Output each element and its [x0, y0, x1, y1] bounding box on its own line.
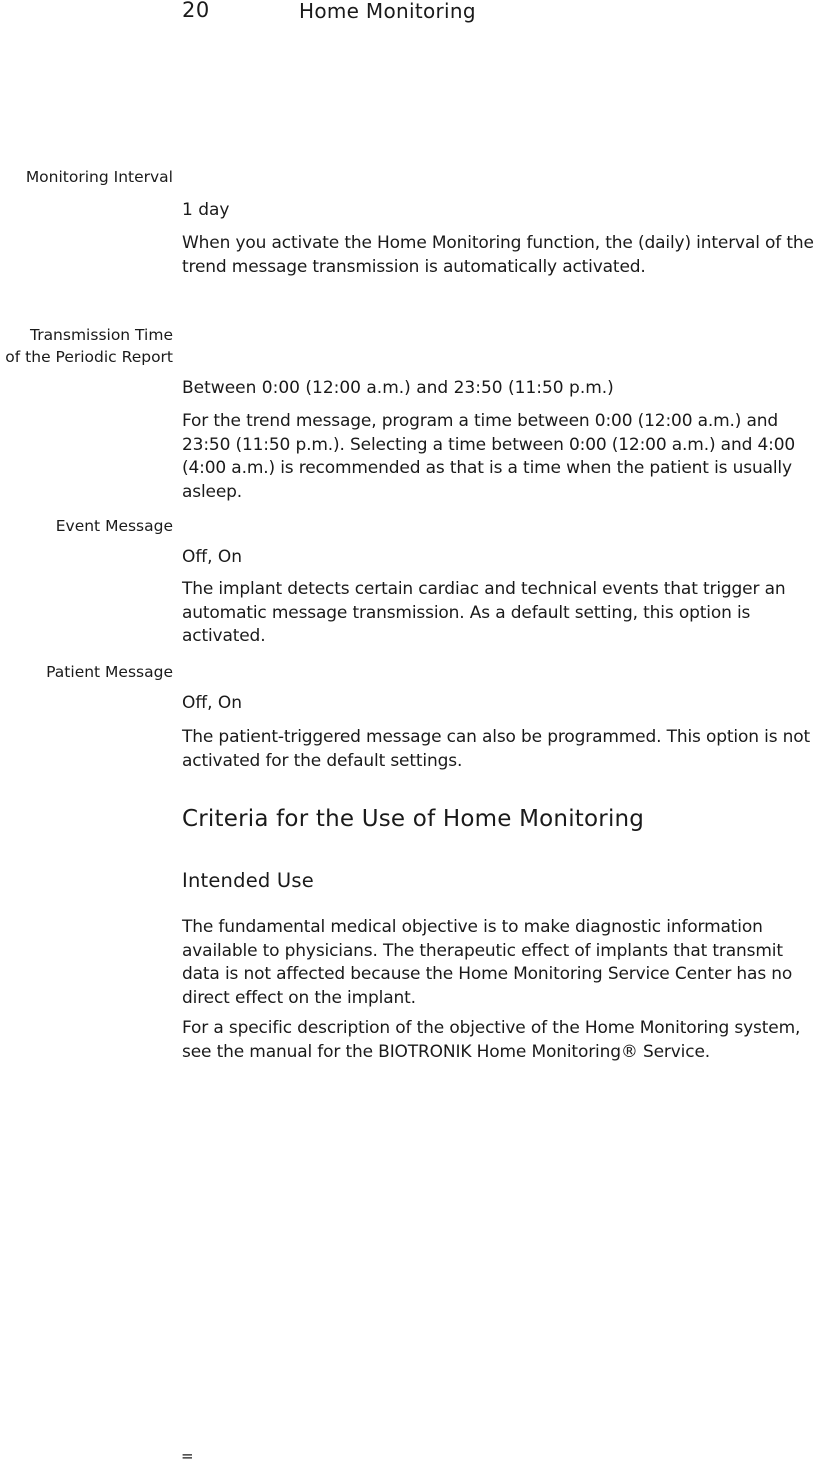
param-label-monitoring-interval: Monitoring Interval [25, 168, 173, 186]
page-number: 20 [182, 0, 210, 22]
param-description-patient-message: The patient-triggered message can also be programmed. This option is not activated for the default settings. [182, 727, 811, 771]
running-head: Home Monitoring [299, 0, 476, 23]
param-value-patient-message: Off, On [182, 693, 243, 713]
param-label-event-message: Event Message [55, 517, 173, 535]
param-value-event-message: Off, On [182, 547, 243, 567]
param-value-monitoring-interval: 1 day [182, 200, 230, 220]
param-label-transmission-time-line1: Transmission Time [30, 326, 173, 344]
param-description-monitoring-interval: When you activate the Home Monitoring function, the (daily) interval of the trend message transmission is automatically activated. [182, 233, 814, 277]
param-label-patient-message: Patient Message [46, 663, 173, 681]
param-label-transmission-time-line2: of the Periodic Report [5, 348, 173, 366]
footer-mark: = [181, 1447, 194, 1465]
intended-use-paragraph-2: For a specific description of the objective of the Home Monitoring system, see the manual for the BIOTRONIK Home Monitoring® Service. [182, 1018, 801, 1062]
param-label-transmission-time [5, 324, 173, 368]
intended-use-paragraph-1: The fundamental medical objective is to make diagnostic information available to physicians. The therapeutic effect of implants that transmit data is not affected because the Home Monitoring Service Center has no direct effect on the implant. [182, 917, 793, 1008]
section-title: Criteria for the Use of Home Monitoring [182, 806, 645, 832]
subsection-title: Intended Use [182, 869, 314, 892]
param-description-event-message: The implant detects certain cardiac and technical events that trigger an automatic message transmission. As a default setting, this option is activated. [182, 579, 786, 646]
param-description-transmission-time: For the trend message, program a time between 0:00 (12:00 a.m.) and 23:50 (11:50 p.m.). Selecting a time between 0:00 (12:00 a.m.) and 4:00 (4:00 a.m.) is recommended as that is a time when the patient is usually asleep. [182, 411, 796, 502]
param-value-transmission-time: Between 0:00 (12:00 a.m.) and 23:50 (11:50 p.m.) [182, 378, 614, 398]
